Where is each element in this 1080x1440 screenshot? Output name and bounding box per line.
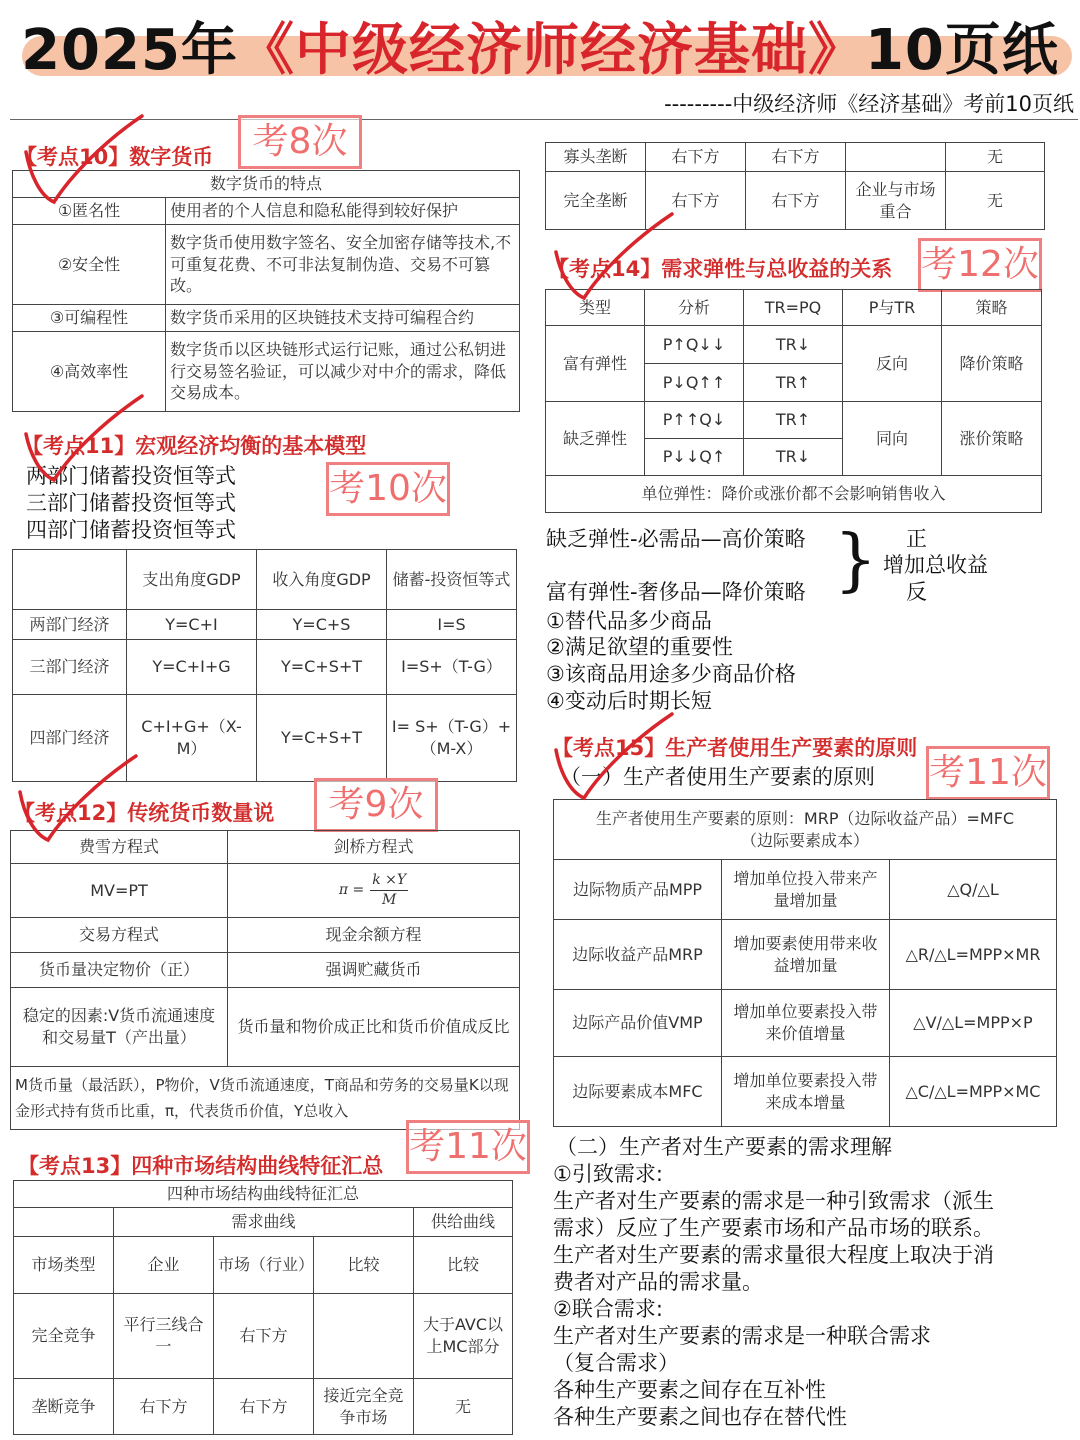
table-header: 比较 (414, 1237, 513, 1294)
table-cell: Y=C+S+T (257, 695, 387, 782)
symbol-note: M货币量（最活跃），P物价，V货币流通速度，T商品和劳务的交易量K以现金形式持有货币比重，π，代表货币价值，Y总收入 (11, 1067, 520, 1130)
formula-denominator: M (382, 892, 397, 908)
table-cell: 现金余额方程 (228, 918, 520, 953)
table-cell: 增加单位要素投入带来成本增量 (722, 1057, 890, 1127)
table-cell: 右下方 (214, 1294, 314, 1379)
table-cell: TR↓ (744, 439, 843, 476)
table-cell: 右下方 (646, 143, 746, 172)
table-header: 剑桥方程式 (228, 831, 520, 864)
table-cell: ③可编程性 (13, 305, 166, 332)
factor-line: ②满足欲望的重要性 (546, 635, 733, 659)
table-cell: 完全竞争 (14, 1294, 114, 1379)
header-divider (10, 119, 1078, 120)
table-header: 费雪方程式 (11, 831, 228, 864)
unit-elasticity-row: 单位弹性：降价或涨价都不会影响销售收入 (546, 476, 1042, 513)
table-cell: TR↓ (744, 326, 843, 364)
table-cell: 两部门经济 (13, 610, 127, 640)
page-title: 2025年《中级经济师经济基础》10页纸 (21, 18, 1059, 83)
table-cell: I= S+（T-G）+（M-X） (387, 695, 517, 782)
table-cell: 同向 (843, 402, 942, 476)
table-cell: Y=C+I (127, 610, 257, 640)
brace-icon: } (834, 521, 878, 600)
table-cell: 货币量和物价成正比和货币价值成反比 (228, 988, 520, 1067)
table-cell: TR↑ (744, 364, 843, 402)
table-cell: 交易方程式 (11, 918, 228, 953)
table-cell: △V/△L=MPP×P (890, 990, 1057, 1057)
section-11-stamp: 考10次 (326, 462, 450, 516)
table-cell: 富有弹性 (546, 326, 645, 402)
table-cell (314, 1294, 414, 1379)
table-cell: Y=C+S+T (257, 640, 387, 695)
cambridge-formula (228, 864, 520, 918)
table-cell: 三部门经济 (13, 640, 127, 695)
section-13-stamp: 考11次 (406, 1120, 530, 1174)
table-cell (14, 1208, 114, 1237)
table-header: P与TR (843, 290, 942, 326)
table-header: 策略 (942, 290, 1042, 326)
table-cell (846, 143, 946, 172)
table-cell: 增加单位投入带来产量增加量 (722, 860, 890, 920)
table-cell: I=S+（T-G） (387, 640, 517, 695)
table-header: 比较 (314, 1237, 414, 1294)
equation-line: 三部门储蓄投资恒等式 (26, 491, 236, 515)
text-line: 生产者对生产要素的需求量很大程度上取决于消 (553, 1243, 994, 1267)
text-line: 生产者对生产要素的需求是一种联合需求 (553, 1324, 931, 1348)
table-cell: MV=PT (11, 864, 228, 918)
table-cell: 四部门经济 (13, 695, 127, 782)
text-line: 需求）反应了生产要素市场和产品市场的联系。 (553, 1216, 994, 1240)
table-cell: Y=C+S (257, 610, 387, 640)
section-12-stamp: 考9次 (314, 778, 438, 832)
table-cell: 平行三线合一 (114, 1294, 214, 1379)
table-cell: 涨价策略 (942, 402, 1042, 476)
table-header: TR=PQ (744, 290, 843, 326)
page-subtitle: ---------中级经济师《经济基础》考前10页纸 (664, 92, 1074, 116)
section-10-stamp: 考8次 (238, 115, 362, 169)
table-cell: 右下方 (646, 172, 746, 230)
digital-currency-table (12, 170, 520, 412)
section-12-heading: 【考点12】传统货币数量说 (14, 801, 275, 825)
table-cell: 右下方 (214, 1379, 314, 1435)
table-cell: Y=C+I+G (127, 640, 257, 695)
factor-line: ③该商品用途多少商品价格 (546, 662, 796, 686)
table-header: 支出角度GDP (127, 550, 257, 610)
table-header: 类型 (546, 290, 645, 326)
table-header: 分析 (645, 290, 744, 326)
market-structure-table (13, 1180, 513, 1435)
table-cell: ④高效率性 (13, 332, 166, 412)
table-cell: 货币量决定物价（正） (11, 953, 228, 988)
text-line: 各种生产要素之间也存在替代性 (553, 1405, 847, 1429)
table-cell: △R/△L=MPP×MR (890, 920, 1057, 990)
table-cell: 寡头垄断 (546, 143, 646, 172)
table-cell: I=S (387, 610, 517, 640)
brace-label: 反 (906, 580, 927, 604)
table-cell: TR↑ (744, 402, 843, 439)
table-cell: C+I+G+（X-M） (127, 695, 257, 782)
table-cell: 完全垄断 (546, 172, 646, 230)
formula-numerator: k ×Y (370, 871, 408, 891)
table-cell: 强调贮藏货币 (228, 953, 520, 988)
table-cell: 企业与市场重合 (846, 172, 946, 230)
table-cell: 增加要素使用带来收益增加量 (722, 920, 890, 990)
table-cell: 接近完全竞争市场 (314, 1379, 414, 1435)
table-header: 收入角度GDP (257, 550, 387, 610)
table-cell: 使用者的个人信息和隐私能得到较好保护 (166, 198, 520, 225)
table-cell: 数字货币以区块链形式运行记账，通过公私钥进行交易签名验证，可以减少对中介的需求，降低交易成本。 (166, 332, 520, 412)
section-11-heading: 【考点11】宏观经济均衡的基本模型 (22, 434, 367, 458)
section-14-stamp: 考12次 (918, 238, 1042, 292)
macro-balance-table (12, 549, 517, 782)
table-cell: 增加单位要素投入带来价值增量 (722, 990, 890, 1057)
text-line: ①引致需求: (553, 1162, 663, 1186)
table-header: 市场类型 (14, 1237, 114, 1294)
table-caption: 数字货币的特点 (13, 171, 520, 198)
equation-line: 两部门储蓄投资恒等式 (26, 464, 236, 488)
table-cell: P↑↑Q↓ (645, 402, 744, 439)
production-factor-table (553, 799, 1057, 1127)
text-line: 费者对产品的需求量。 (553, 1270, 763, 1294)
table-cell: 缺乏弹性 (546, 402, 645, 476)
table-caption: 生产者使用生产要素的原则：MRP（边际收益产品）=MFC（边际要素成本） (554, 800, 1057, 860)
table-cell: P↓Q↑↑ (645, 364, 744, 402)
table-cell: P↓↓Q↑ (645, 439, 744, 476)
table-header: 储蓄-投资恒等式 (387, 550, 517, 610)
text-line: 各种生产要素之间存在互补性 (553, 1378, 826, 1402)
table-cell: 降价策略 (942, 326, 1042, 402)
table-header: 需求曲线 (114, 1208, 414, 1237)
table-cell: P↑Q↓↓ (645, 326, 744, 364)
table-cell: 右下方 (114, 1379, 214, 1435)
money-quantity-table (10, 830, 520, 1130)
equation-line: 四部门储蓄投资恒等式 (26, 518, 236, 542)
table-cell: △C/△L=MPP×MC (890, 1057, 1057, 1127)
table-cell: ①匿名性 (13, 198, 166, 225)
table-cell: △Q/△L (890, 860, 1057, 920)
table-cell: 边际收益产品MRP (554, 920, 722, 990)
elasticity-line: 富有弹性-奢侈品—降价策略 (546, 580, 806, 604)
brace-label: 增加总收益 (883, 553, 988, 577)
table-cell: ②安全性 (13, 225, 166, 305)
table-cell: 数字货币使用数字签名、安全加密存储等技术,不可重复花费、不可非法复制伪造、交易不可篡改。 (166, 225, 520, 305)
table-cell: 边际产品价值VMP (554, 990, 722, 1057)
text-line: ②联合需求: (553, 1297, 663, 1321)
section-13-heading: 【考点13】四种市场结构曲线特征汇总 (18, 1154, 384, 1178)
table-header: 企业 (114, 1237, 214, 1294)
table-header: 供给曲线 (414, 1208, 513, 1237)
elasticity-table (545, 289, 1042, 513)
text-line: （复合需求） (553, 1351, 679, 1375)
table-cell: 无 (946, 172, 1045, 230)
table-cell: 大于AVC以上MC部分 (414, 1294, 513, 1379)
elasticity-line: 缺乏弹性-必需品—高价策略 (546, 527, 806, 551)
section-15-subheading: （一）生产者使用生产要素的原则 (560, 765, 875, 789)
table-cell: 无 (946, 143, 1045, 172)
table-caption: 四种市场结构曲线特征汇总 (14, 1181, 513, 1208)
formula-pi: π = (338, 882, 365, 899)
table-cell: 右下方 (746, 143, 846, 172)
table-cell: 边际物质产品MPP (554, 860, 722, 920)
factor-line: ④变动后时期长短 (546, 689, 712, 713)
table-cell: 垄断竞争 (14, 1379, 114, 1435)
factor-line: ①替代品多少商品 (546, 609, 712, 633)
market-structure-table-continued (545, 142, 1045, 230)
table-cell: 稳定的因素:V货币流通速度和交易量T（产出量） (11, 988, 228, 1067)
table-cell: 数字货币采用的区块链技术支持可编程合约 (166, 305, 520, 332)
table-cell: 边际要素成本MFC (554, 1057, 722, 1127)
section-15-stamp: 考11次 (926, 746, 1050, 800)
table-cell (13, 550, 127, 610)
section-15-part2-title: （二）生产者对生产要素的需求理解 (556, 1135, 892, 1159)
section-10-heading: 【考点10】数字货币 (16, 145, 214, 169)
section-14-heading: 【考点14】需求弹性与总收益的关系 (548, 257, 893, 281)
table-cell: 反向 (843, 326, 942, 402)
table-header: 市场（行业） (214, 1237, 314, 1294)
brace-label: 正 (906, 527, 927, 551)
section-15-heading: 【考点15】生产者使用生产要素的原则 (552, 736, 918, 760)
table-cell: 右下方 (746, 172, 846, 230)
table-cell: 无 (414, 1379, 513, 1435)
text-line: 生产者对生产要素的需求是一种引致需求（派生 (553, 1189, 994, 1213)
